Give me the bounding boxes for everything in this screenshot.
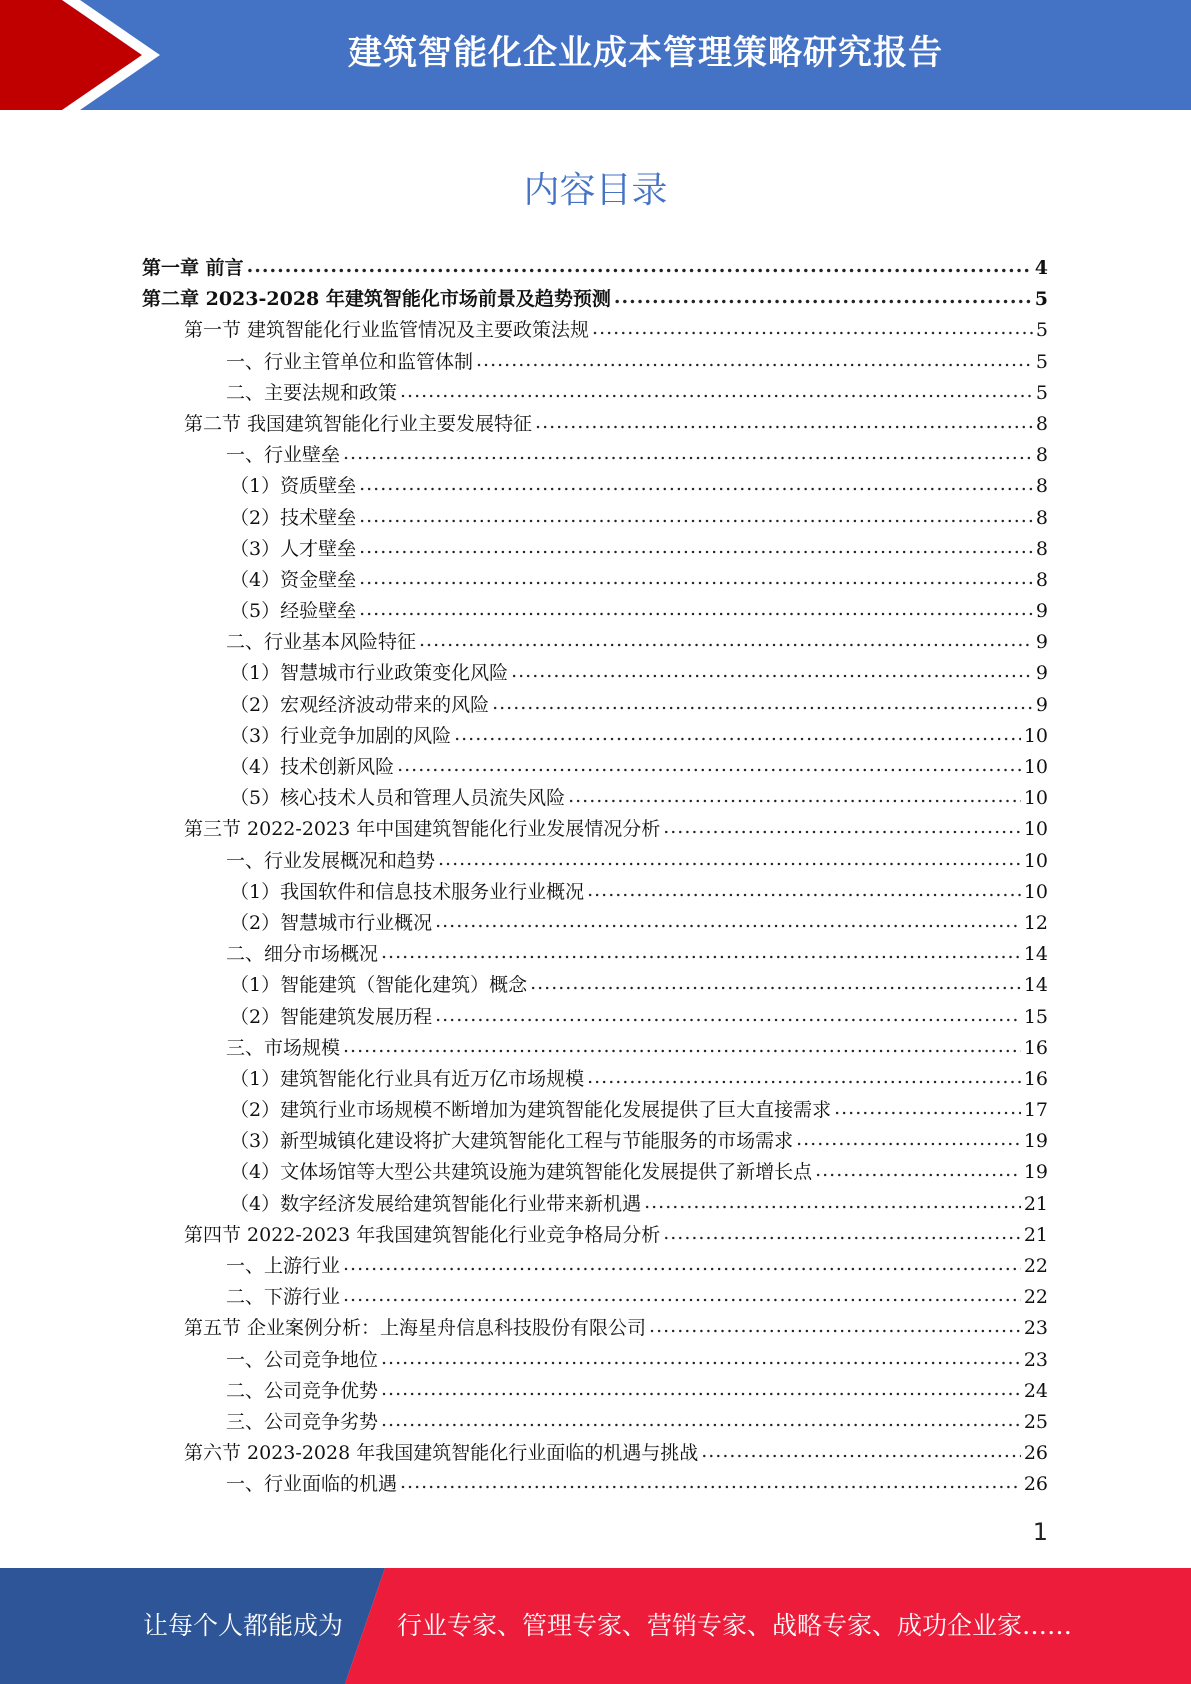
toc-leader-dots	[614, 282, 1032, 313]
toc-leader-dots	[400, 376, 1033, 407]
toc-leader-dots	[397, 750, 1021, 781]
toc-entry-title: 第四节 2022-2023 年我国建筑智能化行业竞争格局分析	[184, 1223, 661, 1246]
toc-entry[interactable]	[142, 846, 1048, 877]
toc-leader-dots	[796, 1124, 1021, 1155]
toc-entry[interactable]	[142, 1095, 1048, 1126]
toc-entry-page: 19	[1023, 1161, 1048, 1184]
toc-entry-title: （4）技术创新风险	[230, 756, 395, 778]
toc-entry[interactable]	[142, 1189, 1048, 1220]
toc-entry-page: 9	[1035, 693, 1048, 716]
toc-entry-title: 第六节 2023-2028 年我国建筑智能化行业面临的机遇与挑战	[184, 1442, 699, 1465]
toc-entry[interactable]	[142, 347, 1048, 378]
toc-entry-page: 14	[1023, 943, 1048, 966]
toc-leader-dots	[644, 1187, 1021, 1218]
toc-leader-dots	[701, 1436, 1021, 1467]
toc-leader-dots	[663, 812, 1021, 843]
toc-entry-title: 第一章 前言	[142, 257, 244, 279]
toc-entry-page: 9	[1035, 631, 1048, 654]
toc-entry-title: 二、公司竞争优势	[226, 1379, 379, 1402]
toc-entry-title: （5）核心技术人员和管理人员流失风险	[230, 787, 566, 810]
footer-slogan-right: 行业专家、管理专家、营销专家、战略专家、成功企业家……	[397, 1611, 1073, 1640]
toc-leader-dots	[511, 656, 1033, 687]
toc-entry[interactable]	[142, 721, 1048, 752]
toc-entry[interactable]	[142, 503, 1048, 534]
toc-entry-page: 8	[1035, 537, 1048, 560]
report-title: 建筑智能化企业成本管理策略研究报告	[348, 33, 943, 73]
toc-entry-title: （2）智慧城市行业概况	[230, 911, 433, 934]
toc-leader-dots	[568, 781, 1021, 812]
toc-entry[interactable]	[142, 1376, 1048, 1407]
toc-leader-dots	[815, 1155, 1021, 1186]
footer-slogan-left: 让每个人都能成为	[143, 1611, 344, 1640]
toc-entry[interactable]	[142, 534, 1048, 565]
toc-leader-dots	[359, 469, 1033, 500]
toc-leader-dots	[381, 1405, 1021, 1436]
toc-entry-title: （3）人才壁垒	[230, 537, 357, 560]
toc-entry-title: 二、细分市场概况	[226, 943, 379, 966]
toc-entry[interactable]	[142, 939, 1048, 970]
toc-entry-title: 一、行业发展概况和趋势	[226, 849, 436, 872]
table-of-contents	[142, 253, 1048, 1501]
toc-entry-title: （5）经验壁垒	[230, 600, 357, 623]
toc-entry[interactable]	[142, 1282, 1048, 1313]
toc-leader-dots	[343, 1249, 1021, 1280]
toc-entry-title: （2）智能建筑发展历程	[230, 1005, 433, 1028]
toc-entry[interactable]	[142, 1002, 1048, 1033]
toc-leader-dots	[587, 875, 1021, 906]
toc-entry-page: 16	[1023, 1067, 1048, 1090]
toc-entry-title: （2）建筑行业市场规模不断增加为建筑智能化发展提供了巨大直接需求	[230, 1099, 832, 1122]
toc-entry-title: （1）智能建筑（智能化建筑）概念	[230, 974, 528, 997]
toc-leader-dots	[530, 968, 1021, 999]
toc-leader-dots	[535, 407, 1033, 438]
toc-entry-page: 5	[1035, 350, 1048, 373]
toc-entry-title: 第三节 2022-2023 年中国建筑智能化行业发展情况分析	[184, 818, 661, 841]
toc-entry-page: 26	[1023, 1442, 1048, 1465]
toc-leader-dots	[476, 345, 1033, 376]
toc-leader-dots	[400, 1467, 1021, 1498]
toc-entry-page: 15	[1023, 1005, 1048, 1028]
toc-leader-dots	[359, 563, 1033, 594]
toc-entry[interactable]	[142, 284, 1048, 315]
toc-entry-page: 22	[1023, 1255, 1048, 1277]
toc-entry-title: （3）新型城镇化建设将扩大建筑智能化工程与节能服务的市场需求	[230, 1130, 794, 1153]
toc-entry-page: 5	[1034, 288, 1048, 311]
toc-entry-title: （2）宏观经济波动带来的风险	[230, 693, 490, 716]
toc-entry-page: 10	[1023, 818, 1048, 841]
footer-banner	[0, 1568, 1191, 1684]
toc-entry-page: 12	[1023, 911, 1048, 934]
toc-leader-dots	[587, 1062, 1021, 1093]
toc-entry-page: 24	[1023, 1379, 1048, 1402]
toc-entry-title: 第一节 建筑智能化行业监管情况及主要政策法规	[184, 319, 590, 342]
toc-entry[interactable]	[142, 970, 1048, 1001]
toc-entry[interactable]	[142, 877, 1048, 908]
toc-entry[interactable]	[142, 1345, 1048, 1376]
toc-heading: 内容目录	[523, 170, 668, 211]
toc-leader-dots	[359, 532, 1033, 563]
toc-entry[interactable]	[142, 627, 1048, 658]
toc-entry[interactable]	[142, 1064, 1048, 1095]
page-number: 1	[1032, 1518, 1048, 1546]
toc-leader-dots	[343, 1280, 1021, 1311]
toc-entry-page: 14	[1023, 974, 1048, 997]
toc-entry-title: 第二节 我国建筑智能化行业主要发展特征	[184, 412, 533, 435]
toc-leader-dots	[663, 1218, 1021, 1249]
toc-entry-page: 23	[1023, 1317, 1048, 1340]
toc-entry-title: （4）数字经济发展给建筑智能化行业带来新机遇	[230, 1192, 642, 1215]
toc-entry-title: （1）智慧城市行业政策变化风险	[230, 662, 509, 685]
toc-entry-title: 第二章 2023-2028 年建筑智能化市场前景及趋势预测	[142, 288, 611, 311]
toc-entry-page: 23	[1023, 1348, 1048, 1371]
toc-entry-page: 19	[1023, 1130, 1048, 1153]
toc-entry-page: 8	[1035, 568, 1048, 591]
toc-leader-dots	[834, 1093, 1021, 1124]
toc-entry-page: 8	[1035, 444, 1048, 467]
toc-entry[interactable]	[142, 908, 1048, 939]
toc-leader-dots	[381, 937, 1021, 968]
toc-leader-dots	[419, 625, 1033, 656]
toc-entry-title: （1）资质壁垒	[230, 475, 357, 498]
toc-entry-title: 二、主要法规和政策	[226, 381, 398, 404]
toc-entry[interactable]	[142, 596, 1048, 627]
toc-entry-title: （3）行业竞争加剧的风险	[230, 724, 452, 747]
toc-entry-page: 10	[1023, 849, 1048, 872]
toc-entry[interactable]	[142, 253, 1048, 284]
toc-entry[interactable]	[142, 1220, 1048, 1251]
toc-entry[interactable]	[142, 1407, 1048, 1438]
toc-leader-dots	[435, 906, 1021, 937]
toc-leader-dots	[435, 1000, 1021, 1031]
toc-entry-page: 10	[1023, 724, 1048, 747]
toc-leader-dots	[247, 251, 1032, 282]
toc-leader-dots	[359, 594, 1033, 625]
toc-entry[interactable]	[142, 1469, 1048, 1500]
toc-leader-dots	[343, 1031, 1021, 1062]
toc-leader-dots	[359, 501, 1033, 532]
toc-entry-page: 9	[1035, 662, 1048, 685]
toc-entry-page: 10	[1023, 756, 1048, 778]
toc-entry-title: 三、公司竞争劣势	[226, 1410, 379, 1433]
toc-entry[interactable]	[142, 409, 1048, 440]
toc-leader-dots	[592, 313, 1033, 344]
toc-entry[interactable]	[142, 690, 1048, 721]
toc-leader-dots	[438, 844, 1021, 875]
toc-entry-title: 一、公司竞争地位	[226, 1348, 379, 1371]
toc-leader-dots	[492, 688, 1033, 719]
toc-entry-title: 一、行业壁垒	[226, 444, 341, 467]
toc-entry-page: 5	[1035, 381, 1048, 404]
toc-entry-page: 25	[1023, 1410, 1048, 1433]
toc-entry[interactable]	[142, 1126, 1048, 1157]
toc-entry-page: 21	[1023, 1223, 1048, 1246]
toc-entry[interactable]	[142, 378, 1048, 409]
toc-entry-title: （2）技术壁垒	[230, 506, 357, 529]
toc-entry-title: （1）建筑智能化行业具有近万亿市场规模	[230, 1067, 585, 1090]
toc-leader-dots	[649, 1311, 1021, 1342]
toc-entry[interactable]	[142, 658, 1048, 689]
toc-entry-page: 16	[1023, 1036, 1048, 1059]
toc-entry[interactable]	[142, 471, 1048, 502]
toc-entry-page: 5	[1035, 319, 1048, 342]
toc-leader-dots	[343, 438, 1033, 469]
toc-entry[interactable]	[142, 1251, 1048, 1282]
toc-entry-page: 21	[1023, 1192, 1048, 1215]
toc-entry[interactable]	[142, 752, 1048, 783]
toc-entry-title: 一、上游行业	[226, 1255, 341, 1277]
toc-entry[interactable]	[142, 1438, 1048, 1469]
toc-entry[interactable]	[142, 1313, 1048, 1344]
toc-entry-page: 17	[1023, 1099, 1048, 1122]
toc-entry-title: （4）文体场馆等大型公共建筑设施为建筑智能化发展提供了新增长点	[230, 1161, 813, 1184]
toc-entry-page: 26	[1023, 1473, 1048, 1496]
toc-entry-page: 10	[1023, 787, 1048, 810]
header-banner	[0, 0, 1191, 110]
toc-leader-dots	[381, 1343, 1021, 1374]
toc-entry[interactable]	[142, 1033, 1048, 1064]
toc-entry[interactable]	[142, 783, 1048, 814]
toc-entry-title: 一、行业面临的机遇	[226, 1473, 398, 1496]
toc-entry-title: （1）我国软件和信息技术服务业行业概况	[230, 880, 585, 903]
toc-entry-page: 8	[1035, 412, 1048, 435]
toc-entry-title: 一、行业主管单位和监管体制	[226, 350, 474, 373]
toc-entry-page: 4	[1034, 257, 1048, 279]
toc-entry-page: 9	[1035, 600, 1048, 623]
toc-entry-page: 8	[1035, 475, 1048, 498]
toc-entry-title: 二、下游行业	[226, 1286, 341, 1309]
toc-entry[interactable]	[142, 1157, 1048, 1188]
toc-entry[interactable]	[142, 814, 1048, 845]
toc-leader-dots	[454, 719, 1021, 750]
toc-entry-page: 10	[1023, 880, 1048, 903]
toc-entry-title: 二、行业基本风险特征	[226, 631, 417, 654]
toc-entry-title: 第五节 企业案例分析：上海星舟信息科技股份有限公司	[184, 1317, 647, 1340]
toc-entry-page: 8	[1035, 506, 1048, 529]
toc-leader-dots	[381, 1374, 1021, 1405]
toc-entry-title: （4）资金壁垒	[230, 568, 357, 591]
toc-entry-page: 22	[1023, 1286, 1048, 1309]
toc-entry[interactable]	[142, 315, 1048, 346]
toc-entry-title: 三、市场规模	[226, 1036, 341, 1059]
toc-entry[interactable]	[142, 440, 1048, 471]
toc-entry[interactable]	[142, 565, 1048, 596]
